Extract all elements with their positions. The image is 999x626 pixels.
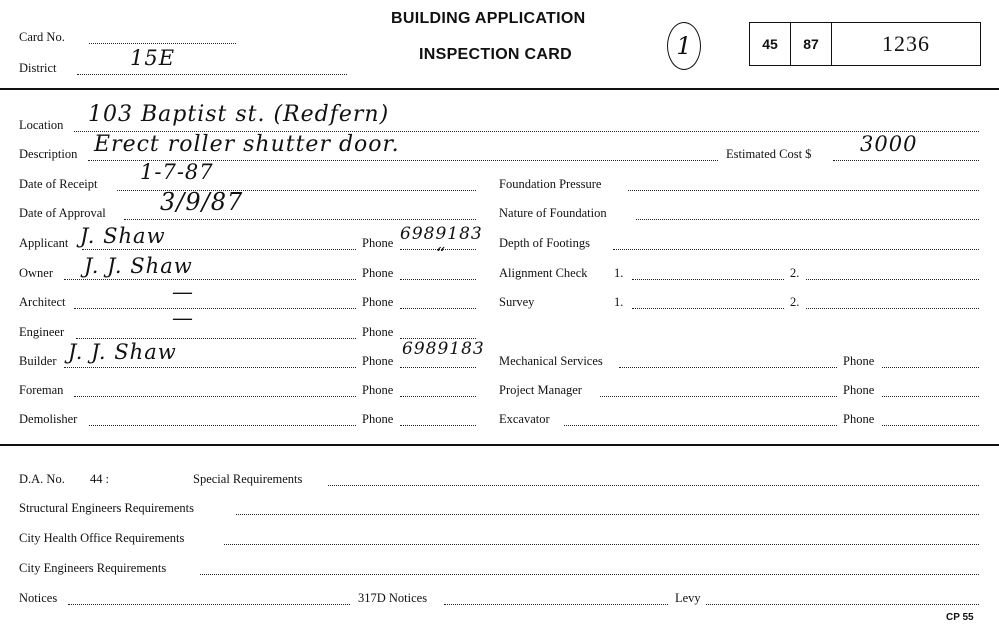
circled-number: 1 <box>667 22 701 70</box>
depth-of-footings-field[interactable] <box>613 249 979 250</box>
card-box-a: 45 <box>750 23 791 65</box>
project-manager-phone-label: Phone <box>843 383 875 397</box>
notices-label: Notices <box>19 591 58 605</box>
project-manager-field[interactable] <box>600 396 837 397</box>
survey-2-label: 2. <box>790 295 800 309</box>
survey-1-field[interactable] <box>632 308 784 309</box>
applicant-field[interactable] <box>82 249 356 250</box>
foreman-phone-label: Phone <box>362 383 394 397</box>
notices-field[interactable] <box>68 604 350 605</box>
applicant-label: Applicant <box>19 236 69 250</box>
architect-phone-label: Phone <box>362 295 394 309</box>
card-title-line2: INSPECTION CARD <box>419 46 572 63</box>
owner-field[interactable] <box>64 279 356 280</box>
card-title-line1: BUILDING APPLICATION <box>391 10 586 27</box>
foundation-pressure-label: Foundation Pressure <box>499 177 602 191</box>
card-no-field[interactable] <box>89 43 236 44</box>
mechanical-phone-label: Phone <box>843 354 875 368</box>
date-of-approval-value: 3/9/87 <box>160 188 244 216</box>
notices-317d-label: 317D Notices <box>358 591 428 605</box>
engineer-label: Engineer <box>19 325 65 339</box>
owner-value: J. J. Shaw <box>84 254 193 278</box>
foreman-field[interactable] <box>74 396 356 397</box>
mechanical-services-label: Mechanical Services <box>499 354 603 368</box>
owner-phone-field[interactable] <box>400 279 476 280</box>
builder-field[interactable] <box>64 367 356 368</box>
architect-phone-field[interactable] <box>400 308 476 309</box>
bottom-divider <box>0 444 999 446</box>
nature-of-foundation-label: Nature of Foundation <box>499 206 607 220</box>
nature-of-foundation-field[interactable] <box>636 219 979 220</box>
builder-phone-field[interactable] <box>400 367 476 368</box>
health-requirements-label: City Health Office Requirements <box>19 531 185 545</box>
estimated-cost-field[interactable] <box>833 160 979 161</box>
demolisher-phone-label: Phone <box>362 412 394 426</box>
location-label: Location <box>19 118 64 132</box>
location-value: 103 Baptist st. (Redfern) <box>88 102 390 127</box>
owner-label: Owner <box>19 266 54 280</box>
engineer-field[interactable] <box>76 338 356 339</box>
excavator-label: Excavator <box>499 412 550 426</box>
architect-field[interactable] <box>74 308 356 309</box>
alignment-check-2-label: 2. <box>790 266 800 280</box>
da-no-value: 44 : <box>90 472 110 486</box>
engineer-value: — <box>172 306 194 330</box>
date-of-receipt-value: 1-7-87 <box>140 160 214 184</box>
survey-label: Survey <box>499 295 535 309</box>
card-no-label: Card No. <box>19 30 65 44</box>
applicant-value: J. Shaw <box>80 224 166 248</box>
levy-field[interactable] <box>706 604 979 605</box>
alignment-check-1-field[interactable] <box>632 279 784 280</box>
alignment-check-2-field[interactable] <box>806 279 979 280</box>
structural-requirements-field[interactable] <box>236 514 979 515</box>
estimated-cost-value: 3000 <box>860 132 918 156</box>
card-number: 1236 <box>882 31 930 56</box>
owner-phone-label: Phone <box>362 266 394 280</box>
date-of-receipt-label: Date of Receipt <box>19 177 98 191</box>
mechanical-services-field[interactable] <box>619 367 837 368</box>
foreman-phone-field[interactable] <box>400 396 476 397</box>
description-value: Erect roller shutter door. <box>94 132 400 157</box>
owner-phone-value: “ <box>436 244 447 265</box>
excavator-phone-label: Phone <box>843 412 875 426</box>
alignment-check-1-label: 1. <box>614 266 624 280</box>
city-engineers-requirements-field[interactable] <box>200 574 979 575</box>
date-of-approval-label: Date of Approval <box>19 206 106 220</box>
applicant-phone-value: 6989183 <box>400 224 483 244</box>
foreman-label: Foreman <box>19 383 64 397</box>
city-engineers-requirements-label: City Engineers Requirements <box>19 561 167 575</box>
district-field[interactable] <box>77 74 347 75</box>
district-label: District <box>19 61 57 75</box>
form-code: CP 55 <box>946 612 974 623</box>
description-label: Description <box>19 147 78 161</box>
header-divider <box>0 88 999 90</box>
engineer-phone-label: Phone <box>362 325 394 339</box>
demolisher-label: Demolisher <box>19 412 78 426</box>
survey-2-field[interactable] <box>806 308 979 309</box>
structural-requirements-label: Structural Engineers Requirements <box>19 501 194 515</box>
estimated-cost-label: Estimated Cost $ <box>726 147 812 161</box>
builder-phone-value: 6989183 <box>402 339 485 359</box>
builder-value: J. J. Shaw <box>68 340 177 364</box>
card-number-box <box>749 22 981 66</box>
depth-of-footings-label: Depth of Footings <box>499 236 590 250</box>
health-requirements-field[interactable] <box>224 544 979 545</box>
card-box-b: 87 <box>791 23 832 65</box>
levy-label: Levy <box>675 591 701 605</box>
survey-1-label: 1. <box>614 295 624 309</box>
da-no-label: D.A. No. <box>19 472 65 486</box>
project-manager-label: Project Manager <box>499 383 582 397</box>
mechanical-phone-field[interactable] <box>882 367 979 368</box>
excavator-phone-field[interactable] <box>882 425 979 426</box>
date-of-approval-field[interactable] <box>124 219 476 220</box>
special-requirements-field[interactable] <box>328 485 979 486</box>
architect-label: Architect <box>19 295 66 309</box>
project-manager-phone-field[interactable] <box>882 396 979 397</box>
builder-label: Builder <box>19 354 57 368</box>
architect-value: — <box>172 280 194 304</box>
district-value: 15E <box>130 46 176 70</box>
special-requirements-label: Special Requirements <box>193 472 303 486</box>
builder-phone-label: Phone <box>362 354 394 368</box>
foundation-pressure-field[interactable] <box>628 190 979 191</box>
applicant-phone-label: Phone <box>362 236 394 250</box>
demolisher-field[interactable] <box>89 425 356 426</box>
notices-317d-field[interactable] <box>444 604 668 605</box>
demolisher-phone-field[interactable] <box>400 425 476 426</box>
alignment-check-label: Alignment Check <box>499 266 588 280</box>
excavator-field[interactable] <box>564 425 837 426</box>
